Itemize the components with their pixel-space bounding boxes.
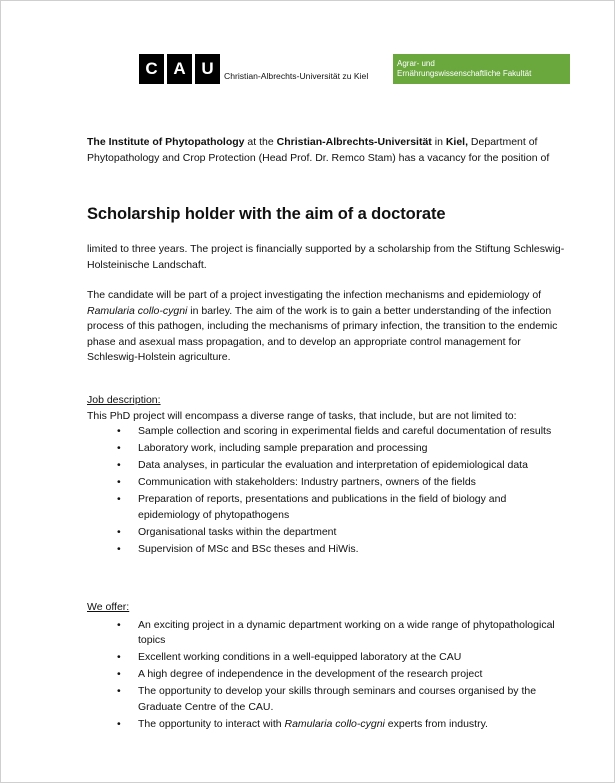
list-item: • The opportunity to develop your skills through seminars and courses organised by the Graduate Centre of the CAU. <box>117 685 537 713</box>
list-item: • Data analyses, in particular the evaluation and interpretation of epidemiological data <box>87 458 567 474</box>
position-title: Scholarship holder with the aim of a doctorate <box>87 205 446 223</box>
job-description-heading: Job description: <box>87 394 161 406</box>
job-description-lead: This PhD project will encompass a diverse range of tasks, that include, but are not limited to: <box>87 409 517 422</box>
faculty-line-2: Ernährungswissenschaftliche Fakultät <box>397 68 532 78</box>
bullet-icon: • <box>117 476 121 488</box>
intro-text-2: in <box>431 136 446 148</box>
list-item: • Organisational tasks within the department <box>87 525 567 541</box>
we-offer-heading: We offer: <box>87 601 130 613</box>
bullet-icon: • <box>117 717 121 730</box>
list-item: • Laboratory work, including sample preparation and processing <box>87 441 567 457</box>
bullet-icon: • <box>117 651 121 663</box>
list-item: • Excellent working conditions in a well-equipped laboratory at the CAU <box>87 650 567 666</box>
cau-logo-mark <box>139 54 220 84</box>
logo-letter-u: U <box>195 54 220 84</box>
bullet-icon: • <box>117 542 121 555</box>
bullet-icon: • <box>117 459 121 471</box>
offer-list <box>87 618 567 733</box>
project-paragraph <box>87 288 567 366</box>
list-item: • Preparation of reports, presentations and publications in the field of biology and epidemiology of phytopathogens <box>117 493 507 521</box>
job-task-list <box>87 424 567 557</box>
bullet-icon: • <box>117 493 121 505</box>
intro-text-3: Department of Phytopathology and Crop Protection (Head Prof. Dr. Remco Stam) has a vacancy for the position of <box>87 136 550 164</box>
bullet-icon: • <box>117 442 121 454</box>
institute-name: The Institute of Phytopathology <box>87 136 245 148</box>
faculty-name <box>393 54 570 84</box>
bullet-icon: • <box>117 425 121 437</box>
job-description-section <box>87 393 567 559</box>
bullet-icon: • <box>117 618 121 631</box>
logo-letter-c: C <box>139 54 164 84</box>
bullet-icon: • <box>117 525 121 538</box>
species-name: Ramularia collo-cygni <box>284 717 385 730</box>
we-offer-section <box>87 600 567 734</box>
project-text-1: The candidate will be part of a project investigating the infection mechanisms and epidemiology of <box>87 289 542 301</box>
funding-paragraph: limited to three years. The project is financially supported by a scholarship from the Stiftung Schleswig-Holsteinische Landschaft. <box>87 243 565 271</box>
list-item: • Communication with stakeholders: Industry partners, owners of the fields <box>87 475 567 491</box>
list-item: • Sample collection and scoring in experimental fields and careful documentation of results <box>87 424 567 440</box>
faculty-line-1: Agrar- und <box>397 59 435 68</box>
city-inline: Kiel, <box>445 136 469 148</box>
list-item: • Supervision of MSc and BSc theses and HiWis. <box>87 542 567 558</box>
list-item: • A high degree of independence in the development of the research project <box>87 667 567 683</box>
logo-letter-a: A <box>167 54 192 84</box>
project-text-2: in barley. The aim of the work is to gain a better understanding of the infection process of this pathogen, including the mechanisms of primary infection, the transition to the endemic phase and asexual mass propagation, and to develop an appropriate control management for Schleswig-Holstein agriculture. <box>87 304 558 363</box>
university-logo <box>139 54 570 84</box>
university-inline: Christian-Albrechts-Universität <box>276 136 432 148</box>
list-item: • An exciting project in a dynamic department working on a wide range of phytopathological topics <box>117 618 555 646</box>
bullet-icon: • <box>117 685 121 697</box>
species-name: Ramularia collo-cygni <box>87 304 188 317</box>
intro-text-1: at the <box>244 136 277 148</box>
university-name: Christian-Albrechts-Universität zu Kiel <box>224 71 369 81</box>
list-item: • The opportunity to interact with Ramularia collo-cygni experts from industry. <box>87 717 567 733</box>
bullet-icon: • <box>117 668 121 680</box>
intro-paragraph <box>87 135 567 166</box>
